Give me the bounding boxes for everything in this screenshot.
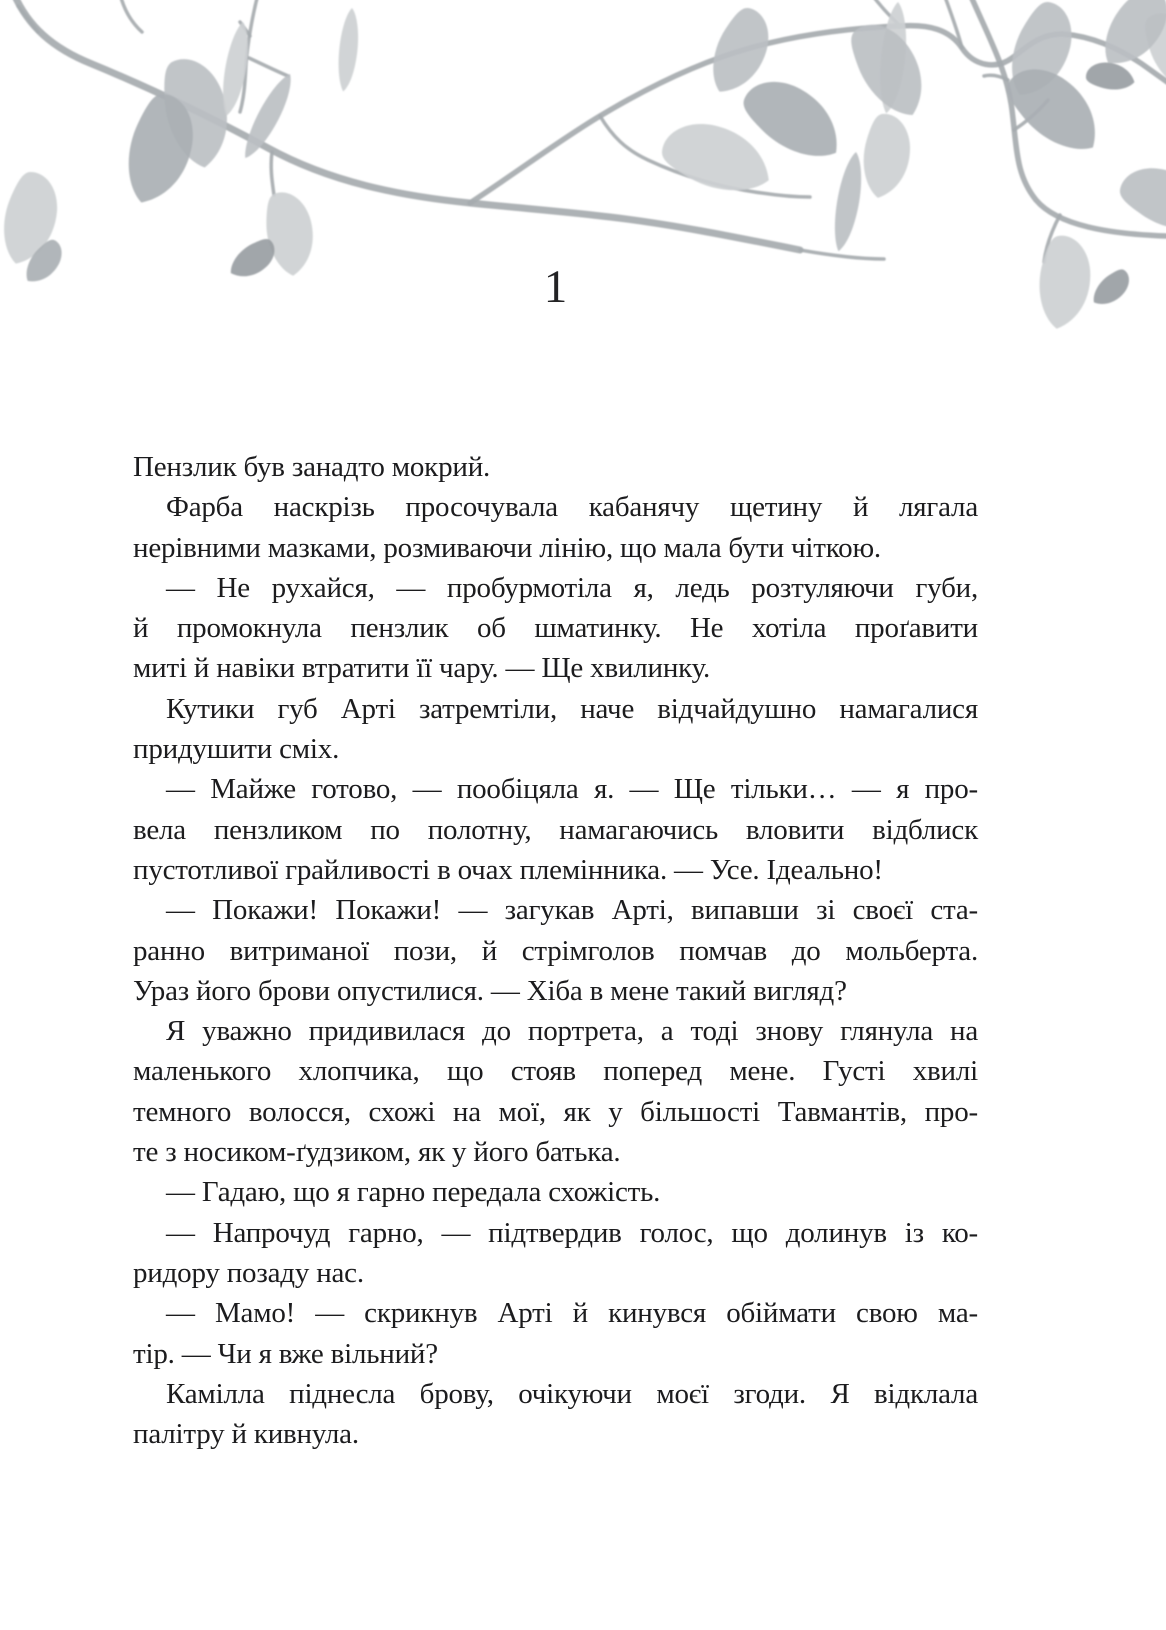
text-line: придушити сміх. [133,733,340,766]
leaf-icon [858,112,915,202]
text-line: Фарба наскрізь просочувала кабанячу щетину й лягала [166,491,978,524]
leaf-icon [1087,265,1136,312]
leaf-icon [656,111,781,205]
text-line: нерівними мазками, розмиваючи лінію, що мала бути чіткою. [133,531,881,564]
text-line: палітру й кивнула. [133,1418,359,1451]
leaf-icon [217,20,254,117]
leaf-icon [335,7,362,92]
leaf-icon [1035,234,1095,332]
leaf-icon [841,11,940,127]
leaf-icon [1136,3,1166,99]
leaf-icon [829,150,868,253]
text-line: — Покажи! Покажи! — загукав Арті, випавши зі своєї ста- [166,894,978,927]
leaf-icon [875,1,911,115]
vine-path [970,0,1166,236]
vine-path [240,22,250,36]
vine-path [800,250,884,259]
leaf-icon [0,168,66,271]
text-line: ридору позаду нас. [133,1256,364,1289]
body-text [133,447,978,1454]
vine-path [944,0,962,48]
vine-path [18,6,38,32]
vine-path [1062,34,1166,84]
text-line: маленького хлопчика, що стояв поперед мене. Густі хвилі [133,1055,978,1088]
vine-path [240,0,258,112]
text-line: вела пензликом по полотну, намагаючись вловити відблиск [133,813,978,846]
vine-path [870,0,900,26]
text-line: — Гадаю, що я гарно передала схожість. [166,1176,661,1209]
text-line: Кутики губ Арті затремтіли, наче відчайдушно намагалися [166,692,978,725]
vine-branches [14,0,1166,262]
leaf-icon [237,70,300,164]
leaf-icon [734,65,854,173]
vine-path [249,58,288,76]
leaf-icon [116,89,204,212]
vine-path [1014,100,1048,130]
chapter-number: 1 [543,261,568,313]
leaf-icon [700,2,780,103]
vine-path [600,116,810,197]
leaf-icon [19,235,70,290]
leaf-icon [156,52,238,173]
text-line: пустотливої грайливості в очах племінника. — Усе. Ідеально! [133,853,883,886]
vine-path [120,0,142,32]
text-line: — Напрочуд гарно, — підтвердив голос, що долинув із ко- [166,1216,978,1249]
vine-path [470,26,900,203]
text-line: Пензлик був занадто мокрий. [133,451,491,483]
text-line: тір. — Чи я вже вільний? [133,1337,438,1370]
text-line: миті й навіки втратити її чару. — Ще хвилинку. [133,652,711,685]
vine-path [900,26,1062,65]
text-line: Камілла піднесла брову, очікуючи моєї згоди. Я відклала [166,1377,978,1410]
leaf-icon [1113,155,1166,244]
text-line: темного волосся, схожі на мої, як у більшості Тавмантів, про- [133,1095,978,1128]
leaf-icon [1091,0,1166,78]
text-line: — Майже готово, — пообіцяла я. — Ще тільки… — я про- [166,773,978,806]
leaf-icon [1084,59,1137,93]
leaf-icon [997,52,1115,166]
text-line: ранно витриманої пози, й стрімголов помчав до мольберта. [133,934,978,967]
text-line: Я уважно придивилася до портрета, а тоді знову глянула на [166,1015,978,1048]
vine-path [14,0,800,250]
vine-path [1044,215,1060,262]
leaf-icon [998,0,1083,106]
text-line: й промокнула пензлик об шматинку. Не хотіла проґавити [133,612,978,645]
text-line: — Не рухайся, — пробурмотіла я, ледь розтуляючи губи, [166,571,978,604]
vine-path [984,75,1008,80]
text-line: Ураз його брови опустилися. — Хіба в мене такий вигляд? [133,974,847,1007]
text-line: те з носиком-ґудзиком, як у його батька. [133,1136,621,1169]
vine-path [271,152,274,195]
text-line: — Мамо! — скрикнув Арті й кинувся обіймати свою ма- [166,1297,978,1330]
